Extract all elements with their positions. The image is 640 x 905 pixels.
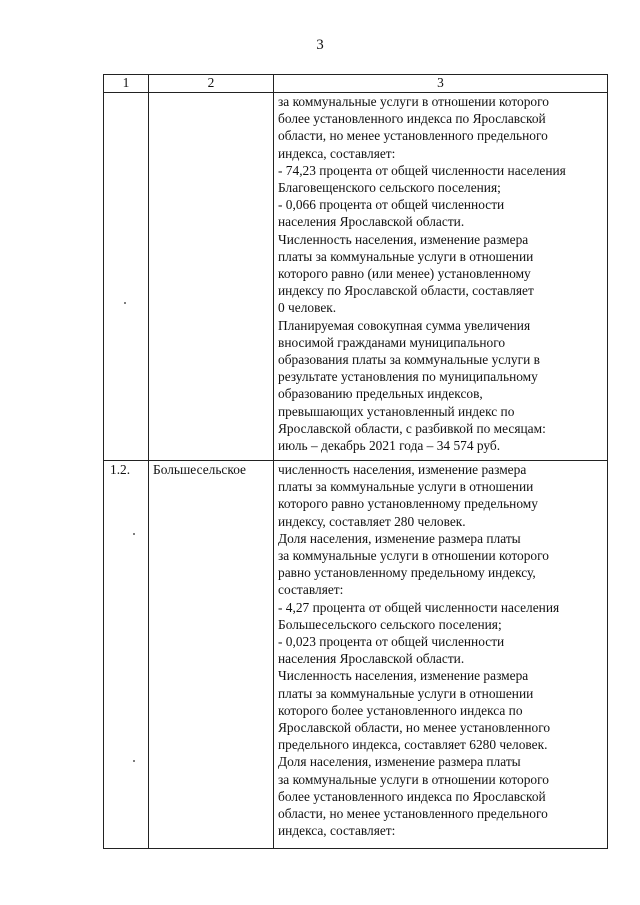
page-number: 3	[316, 37, 324, 53]
header-col-3: 3	[274, 75, 608, 93]
table-header-row	[104, 75, 608, 93]
scan-speck	[124, 302, 126, 304]
header-col-2: 2	[149, 75, 274, 93]
document-table	[103, 74, 608, 849]
scan-speck	[133, 760, 135, 762]
row-number	[104, 93, 149, 461]
row-number: 1.2.	[104, 461, 149, 849]
row-description: за коммунальные услуги в отношении которого более установленного индекса по Ярославской области, но менее установленного предельного индекса, составляет: - 74,23 процента от общей численности населения Благовещенского сельского поселения; - 0,066 процента от общей численности населения Ярославской области. Численность населения, изменение размера платы за коммунальные услуги в отношении которого равно (или менее) установленному индексу по Ярославской области, составляет 0 человек. Планируемая совокупная сумма увеличения вносимой гражданами муниципального образования платы за коммунальные услуги в результате установления по муниципальному образованию предельных индексов, превышающих установленный индекс по Ярославской области, с разбивкой по месяцам: июль – декабрь 2021 года – 34 574 руб.	[274, 93, 608, 461]
row-settlement-name	[149, 93, 274, 461]
scan-speck	[133, 533, 135, 535]
table-row	[104, 461, 608, 849]
row-description: численность населения, изменение размера платы за коммунальные услуги в отношении которого равно установленному предельному индексу, составляет 280 человек. Доля населения, изменение размера платы за коммунальные услуги в отношении которого равно установленному предельному индексу, составляет: - 4,27 процента от общей численности населения Большесельского сельского поселения; - 0,023 процента от общей численности населения Ярославской области. Численность населения, изменение размера платы за коммунальные услуги в отношении которого более установленного индекса по Ярославской области, но менее установленного предельного индекса, составляет 6280 человек. Доля населения, изменение размера платы за коммунальные услуги в отношении которого более установленного индекса по Ярославской области, но менее установленного предельного индекса, составляет:	[274, 461, 608, 849]
header-col-1: 1	[104, 75, 149, 93]
table-row	[104, 93, 608, 461]
row-settlement-name: Большесельское	[149, 461, 274, 849]
